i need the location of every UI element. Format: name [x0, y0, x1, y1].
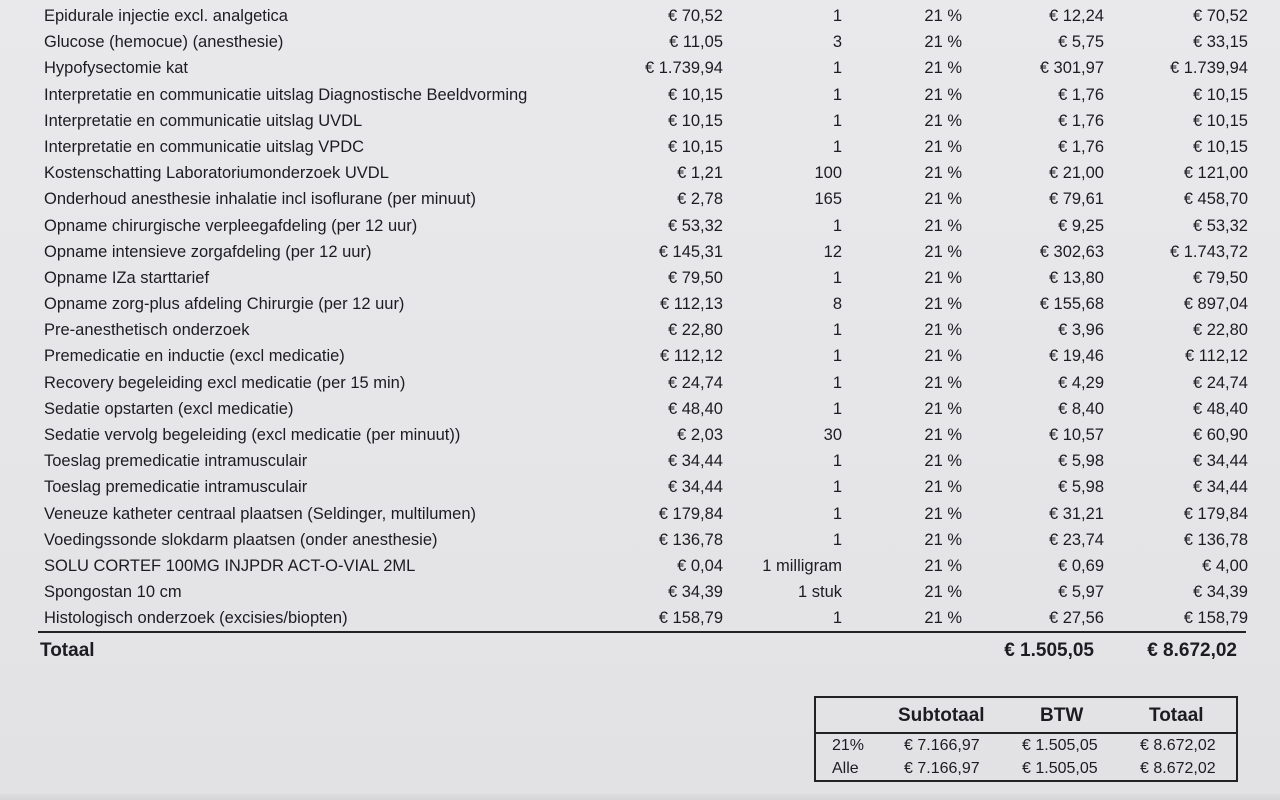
line-description: Pre-anesthetisch onderzoek	[44, 321, 250, 340]
line-description: Glucose (hemocue) (anesthesie)	[44, 33, 284, 52]
table-row	[0, 527, 1280, 553]
line-description: Interpretatie en communicatie uitslag Diagnostische Beeldvorming	[44, 85, 528, 104]
summary-btw: € 1.505,05	[1022, 737, 1098, 754]
line-quantity: 1	[832, 478, 842, 497]
totaal-row	[0, 636, 1280, 666]
line-vat-rate: 21 %	[924, 347, 962, 366]
line-quantity: 1	[832, 530, 842, 549]
summary-btw: € 1.505,05	[1022, 760, 1098, 777]
line-total: € 136,78	[1183, 530, 1248, 549]
line-unit-price: € 70,52	[667, 7, 723, 25]
line-description: Onderhoud anesthesie inhalatie incl isoflurane (per minuut)	[44, 190, 477, 209]
page-shadow	[0, 792, 1280, 800]
line-vat-rate: 21 %	[924, 609, 962, 628]
line-vat-rate: 21 %	[924, 33, 962, 52]
line-total: € 1.743,72	[1170, 242, 1248, 261]
line-vat-rate: 21 %	[924, 452, 962, 471]
line-quantity: 1 stuk	[797, 583, 842, 602]
line-unit-price: € 34,44	[667, 452, 723, 471]
line-btw: € 3,96	[1058, 321, 1104, 340]
line-btw: € 27,56	[1048, 609, 1104, 628]
vat-summary-table	[814, 696, 1238, 782]
line-total: € 34,44	[1192, 478, 1248, 497]
totaal-amount: € 8.672,02	[1147, 640, 1237, 661]
line-vat-rate: 21 %	[924, 399, 962, 418]
line-btw: € 10,57	[1048, 426, 1104, 444]
line-vat-rate: 21 %	[924, 164, 962, 183]
line-total: € 897,04	[1183, 295, 1248, 314]
line-description: Epidurale injectie excl. analgetica	[44, 7, 288, 25]
line-total: € 70,52	[1192, 7, 1248, 25]
line-btw: € 5,75	[1058, 33, 1104, 52]
line-btw: € 13,80	[1048, 268, 1104, 287]
line-unit-price: € 24,74	[667, 373, 723, 392]
line-description: Premedicatie en inductie (excl medicatie)	[44, 347, 345, 366]
line-unit-price: € 179,84	[658, 504, 723, 523]
table-row	[0, 55, 1280, 81]
line-unit-price: € 34,44	[667, 478, 723, 497]
line-vat-rate: 21 %	[924, 583, 962, 602]
table-row	[0, 370, 1280, 396]
line-description: Opname IZa starttarief	[44, 268, 210, 287]
line-vat-rate: 21 %	[924, 530, 962, 549]
line-btw: € 302,63	[1039, 242, 1104, 261]
line-quantity: 1	[832, 59, 842, 78]
line-description: Histologisch onderzoek (excisies/biopten)	[44, 609, 348, 628]
line-vat-rate: 21 %	[924, 556, 962, 575]
line-total: € 79,50	[1192, 268, 1248, 287]
table-row	[0, 160, 1280, 186]
line-btw: € 12,24	[1048, 7, 1104, 25]
table-row	[0, 3, 1280, 29]
line-total: € 112,12	[1184, 347, 1248, 366]
table-row	[0, 501, 1280, 527]
line-quantity: 1	[832, 268, 842, 287]
line-vat-rate: 21 %	[924, 426, 962, 444]
line-unit-price: € 53,32	[667, 216, 723, 235]
line-unit-price: € 34,39	[667, 583, 723, 602]
line-unit-price: € 22,80	[667, 321, 723, 340]
line-vat-rate: 21 %	[924, 373, 962, 392]
line-vat-rate: 21 %	[924, 190, 962, 209]
table-row	[0, 474, 1280, 500]
line-description: Veneuze katheter centraal plaatsen (Seldinger, multilumen)	[44, 504, 477, 523]
line-total: € 158,79	[1183, 609, 1248, 628]
summary-rate: Alle	[832, 760, 859, 777]
table-row	[0, 422, 1280, 448]
line-btw: € 301,97	[1039, 59, 1104, 78]
line-description: Hypofysectomie kat	[44, 59, 188, 78]
table-row	[0, 396, 1280, 422]
line-unit-price: € 10,15	[667, 85, 723, 104]
line-vat-rate: 21 %	[924, 268, 962, 287]
line-unit-price: € 48,40	[667, 399, 723, 418]
line-unit-price: € 112,12	[659, 347, 723, 366]
line-btw: € 9,25	[1058, 216, 1104, 235]
line-total: € 121,00	[1183, 164, 1248, 183]
line-vat-rate: 21 %	[924, 321, 962, 340]
summary-header-subtotaal: Subtotaal	[898, 705, 985, 726]
totaal-label: Totaal	[40, 640, 95, 661]
line-total: € 34,39	[1192, 583, 1248, 602]
line-unit-price: € 158,79	[658, 609, 723, 628]
total-divider	[38, 631, 1246, 633]
line-quantity: 12	[823, 242, 842, 261]
line-total: € 33,15	[1192, 33, 1248, 52]
line-description: Opname zorg-plus afdeling Chirurgie (per 12 uur)	[44, 295, 405, 314]
table-row	[0, 343, 1280, 369]
line-unit-price: € 10,15	[667, 137, 723, 156]
line-description: Opname intensieve zorgafdeling (per 12 uur)	[44, 242, 372, 261]
summary-header-btw: BTW	[1040, 705, 1084, 726]
table-row	[0, 108, 1280, 134]
line-total: € 4,00	[1202, 556, 1248, 575]
line-vat-rate: 21 %	[924, 59, 962, 78]
line-unit-price: € 1.739,94	[645, 59, 723, 78]
table-row	[0, 29, 1280, 55]
line-vat-rate: 21 %	[924, 111, 962, 130]
summary-totaal: € 8.672,02	[1140, 760, 1216, 777]
line-description: Spongostan 10 cm	[44, 583, 182, 602]
line-unit-price: € 136,78	[658, 530, 723, 549]
line-quantity: 8	[832, 295, 842, 314]
line-btw: € 31,21	[1048, 504, 1104, 523]
line-btw: € 5,98	[1058, 452, 1104, 471]
table-row	[0, 317, 1280, 343]
line-unit-price: € 2,78	[677, 190, 723, 209]
line-quantity: 1	[832, 504, 842, 523]
line-description: SOLU CORTEF 100MG INJPDR ACT-O-VIAL 2ML	[44, 556, 416, 575]
line-vat-rate: 21 %	[924, 504, 962, 523]
line-description: Sedatie opstarten (excl medicatie)	[44, 399, 294, 418]
table-row	[0, 265, 1280, 291]
line-vat-rate: 21 %	[924, 478, 962, 497]
line-quantity: 1	[832, 321, 842, 340]
line-total: € 22,80	[1192, 321, 1248, 340]
invoice-lines	[0, 3, 1280, 632]
summary-subtotaal: € 7.166,97	[904, 760, 980, 777]
table-row	[0, 605, 1280, 631]
line-total: € 1.739,94	[1170, 59, 1248, 78]
line-description: Sedatie vervolg begeleiding (excl medicatie (per minuut))	[44, 426, 461, 444]
line-total: € 179,84	[1183, 504, 1248, 523]
line-quantity: 1 milligram	[762, 556, 842, 575]
summary-totaal: € 8.672,02	[1140, 737, 1216, 754]
line-vat-rate: 21 %	[924, 216, 962, 235]
line-unit-price: € 112,13	[659, 295, 723, 314]
table-row	[0, 553, 1280, 579]
line-btw: € 0,69	[1058, 556, 1104, 575]
table-row	[0, 186, 1280, 212]
line-quantity: 1	[832, 452, 842, 471]
line-quantity: 1	[832, 347, 842, 366]
line-btw: € 4,29	[1058, 373, 1104, 392]
summary-rate: 21%	[832, 737, 865, 754]
line-quantity: 1	[832, 85, 842, 104]
line-btw: € 5,97	[1058, 583, 1104, 602]
line-quantity: 1	[832, 216, 842, 235]
line-total: € 10,15	[1192, 137, 1248, 156]
summary-subtotaal: € 7.166,97	[904, 737, 980, 754]
summary-header	[816, 698, 1236, 734]
line-btw: € 79,61	[1048, 190, 1104, 209]
line-total: € 53,32	[1192, 216, 1248, 235]
table-row	[0, 134, 1280, 160]
totaal-btw: € 1.505,05	[1004, 640, 1094, 661]
table-row	[0, 82, 1280, 108]
line-btw: € 21,00	[1048, 164, 1104, 183]
line-vat-rate: 21 %	[924, 85, 962, 104]
line-description: Interpretatie en communicatie uitslag UVDL	[44, 111, 363, 130]
line-description: Toeslag premedicatie intramusculair	[44, 452, 308, 471]
line-total: € 10,15	[1192, 85, 1248, 104]
line-quantity: 1	[832, 111, 842, 130]
line-description: Recovery begeleiding excl medicatie (per 15 min)	[44, 373, 406, 392]
line-btw: € 23,74	[1048, 530, 1104, 549]
line-description: Voedingssonde slokdarm plaatsen (onder anesthesie)	[44, 530, 438, 549]
line-btw: € 1,76	[1058, 111, 1104, 130]
line-unit-price: € 11,05	[669, 33, 723, 52]
summary-row	[816, 734, 1236, 758]
line-total: € 34,44	[1192, 452, 1248, 471]
line-quantity: 165	[814, 190, 842, 209]
line-quantity: 3	[832, 33, 842, 52]
table-row	[0, 291, 1280, 317]
line-btw: € 1,76	[1058, 85, 1104, 104]
line-btw: € 155,68	[1039, 295, 1104, 314]
line-total: € 458,70	[1183, 190, 1248, 209]
line-quantity: 1	[832, 7, 842, 25]
line-unit-price: € 10,15	[667, 111, 723, 130]
line-total: € 60,90	[1192, 426, 1248, 444]
line-btw: € 1,76	[1058, 137, 1104, 156]
line-total: € 48,40	[1192, 399, 1248, 418]
line-description: Interpretatie en communicatie uitslag VPDC	[44, 137, 365, 156]
line-vat-rate: 21 %	[924, 7, 962, 25]
table-row	[0, 213, 1280, 239]
line-unit-price: € 2,03	[677, 426, 723, 444]
line-vat-rate: 21 %	[924, 295, 962, 314]
line-quantity: 30	[823, 426, 842, 444]
line-quantity: 100	[814, 164, 842, 183]
line-quantity: 1	[832, 609, 842, 628]
line-unit-price: € 0,04	[677, 556, 723, 575]
line-vat-rate: 21 %	[924, 137, 962, 156]
line-total: € 24,74	[1192, 373, 1248, 392]
line-unit-price: € 1,21	[677, 164, 723, 183]
line-description: Toeslag premedicatie intramusculair	[44, 478, 308, 497]
line-unit-price: € 145,31	[658, 242, 723, 261]
line-unit-price: € 79,50	[667, 268, 723, 287]
summary-row	[816, 757, 1236, 781]
line-vat-rate: 21 %	[924, 242, 962, 261]
summary-header-totaal: Totaal	[1149, 705, 1204, 726]
line-btw: € 5,98	[1058, 478, 1104, 497]
table-row	[0, 239, 1280, 265]
line-quantity: 1	[832, 399, 842, 418]
line-quantity: 1	[832, 137, 842, 156]
line-quantity: 1	[832, 373, 842, 392]
line-btw: € 8,40	[1058, 399, 1104, 418]
line-total: € 10,15	[1192, 111, 1248, 130]
table-row	[0, 448, 1280, 474]
line-btw: € 19,46	[1048, 347, 1104, 366]
line-description: Opname chirurgische verpleegafdeling (per 12 uur)	[44, 216, 418, 235]
table-row	[0, 579, 1280, 605]
line-description: Kostenschatting Laboratoriumonderzoek UVDL	[44, 164, 389, 183]
